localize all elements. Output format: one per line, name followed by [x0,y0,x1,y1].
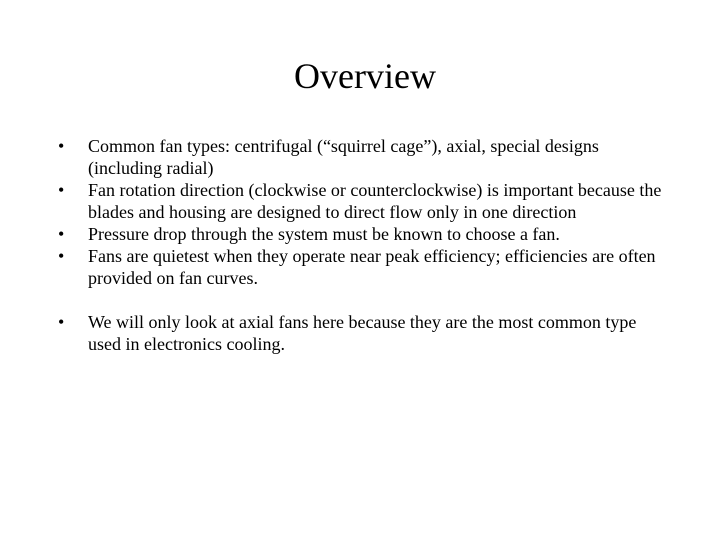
bullet-text: Common fan types: centrifugal (“squirrel cage”), axial, special designs (including radial) [88,136,599,178]
bullet-icon: • [58,312,65,332]
bullet-list [58,135,668,355]
bullet-icon: • [58,136,65,156]
slide-title: Overview [294,56,436,96]
bullet-text: We will only look at axial fans here because they are the most common type used in electronics cooling. [88,312,637,354]
bullet-icon: • [58,180,65,200]
bullet-item [58,223,668,245]
bullet-spacer [58,289,668,311]
bullet-icon: • [58,224,65,244]
bullet-item [58,245,668,289]
bullet-icon: • [58,246,65,266]
bullet-item [58,311,668,355]
bullet-item [58,135,668,179]
bullet-text: Fan rotation direction (clockwise or counterclockwise) is important because the blades and housing are designed to direct flow only in one direction [88,180,662,222]
bullet-text: Fans are quietest when they operate near peak efficiency; efficiencies are often provided on fan curves. [88,246,656,288]
bullet-item [58,179,668,223]
bullet-text: Pressure drop through the system must be known to choose a fan. [88,224,560,244]
